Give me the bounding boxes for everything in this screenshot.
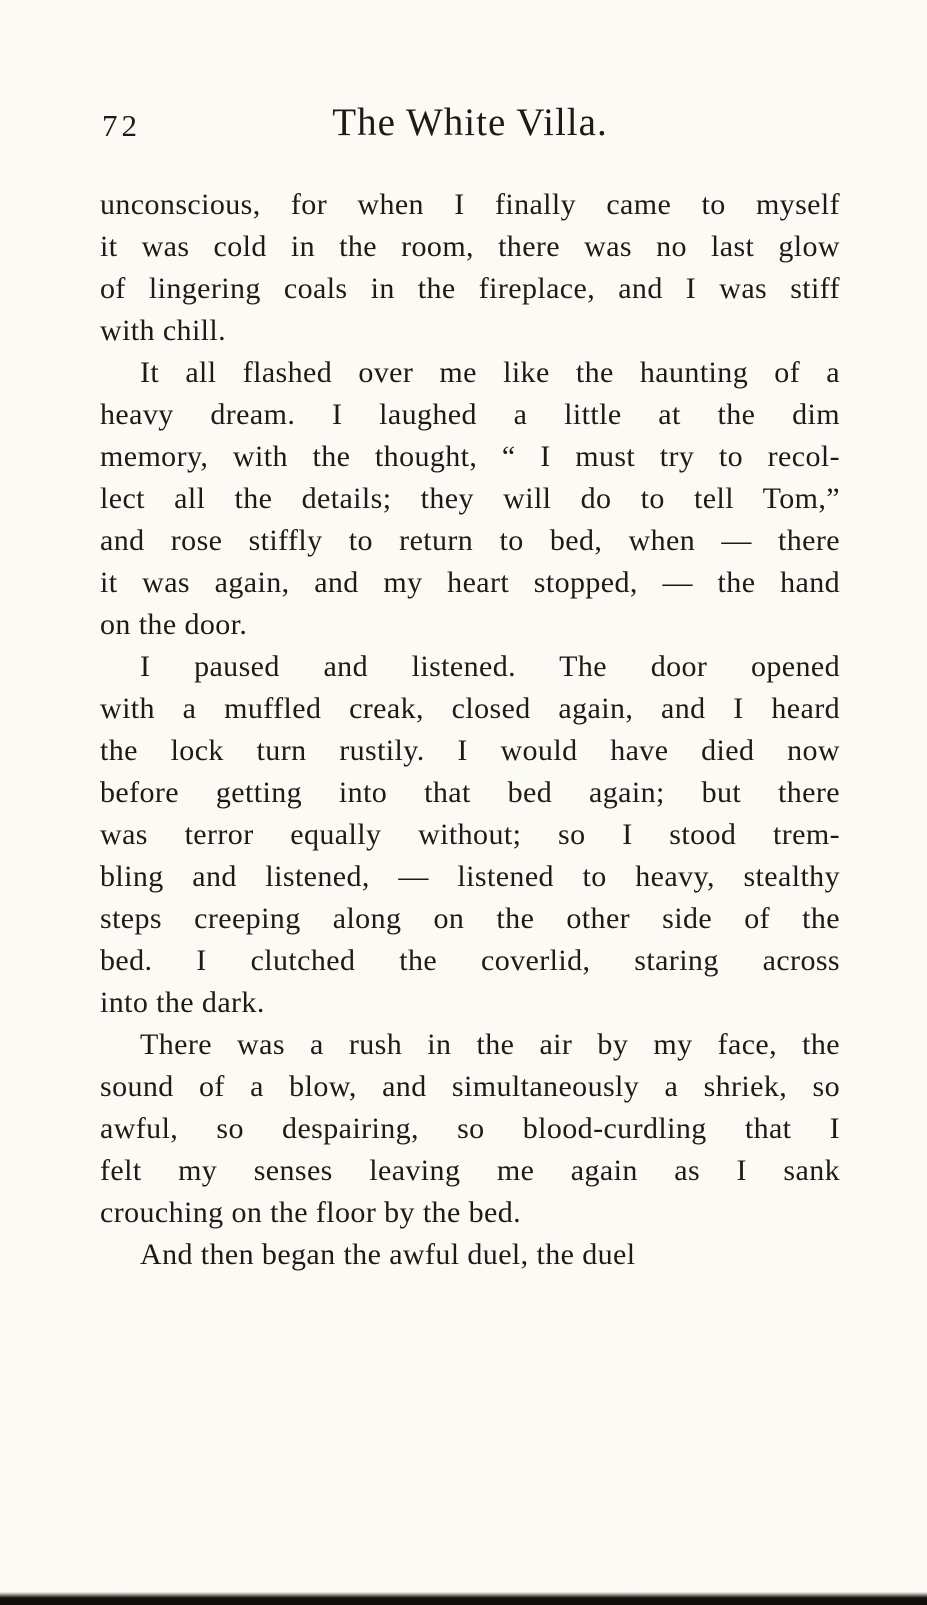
paragraph	[100, 352, 840, 646]
running-title: The White Villa.	[332, 101, 608, 144]
text-line: I paused and listened. The door opened	[140, 650, 840, 683]
scan-edge-bottom	[0, 1592, 927, 1605]
paragraph	[100, 646, 840, 1024]
text-line: the lock turn rustily. I would have died now	[100, 734, 840, 767]
text-line: with chill.	[100, 314, 227, 347]
text-line: There was a rush in the air by my face, the	[140, 1028, 840, 1061]
text-line: it was again, and my heart stopped, — the hand	[100, 566, 840, 599]
text-line: before getting into that bed again; but there	[100, 776, 840, 809]
text-line: into the dark.	[100, 986, 265, 1019]
text-line: of lingering coals in the fireplace, and I was stiff	[100, 272, 840, 305]
text-line: memory, with the thought, “ I must try to recol-	[100, 440, 840, 473]
text-line: felt my senses leaving me again as I sank	[100, 1154, 840, 1187]
paragraph	[100, 1024, 840, 1234]
paragraph	[100, 1234, 840, 1276]
text-block	[100, 184, 840, 1276]
text-line: heavy dream. I laughed a little at the dim	[100, 398, 840, 431]
text-line: was terror equally without; so I stood trem-	[100, 818, 840, 851]
text-line: lect all the details; they will do to tell Tom,”	[100, 482, 840, 515]
paragraph	[100, 184, 840, 352]
text-line: steps creeping along on the other side of the	[100, 902, 840, 935]
text-line: it was cold in the room, there was no last glow	[100, 230, 840, 263]
text-line: awful, so despairing, so blood-curdling that I	[100, 1112, 840, 1145]
text-line: bed. I clutched the coverlid, staring across	[100, 944, 840, 977]
text-line: And then began the awful duel, the duel	[140, 1238, 636, 1271]
text-line: unconscious, for when I finally came to myself	[100, 188, 840, 221]
text-line: It all flashed over me like the haunting of a	[140, 356, 840, 389]
text-line: and rose stiffly to return to bed, when — there	[100, 524, 840, 557]
text-line: bling and listened, — listened to heavy, stealthy	[100, 860, 840, 893]
text-line: crouching on the floor by the bed.	[100, 1196, 521, 1229]
page-header	[100, 100, 840, 150]
text-line: on the door.	[100, 608, 248, 641]
page-number: 72	[102, 108, 141, 143]
text-line: with a muffled creak, closed again, and I heard	[100, 692, 840, 725]
text-line: sound of a blow, and simultaneously a shriek, so	[100, 1070, 840, 1103]
